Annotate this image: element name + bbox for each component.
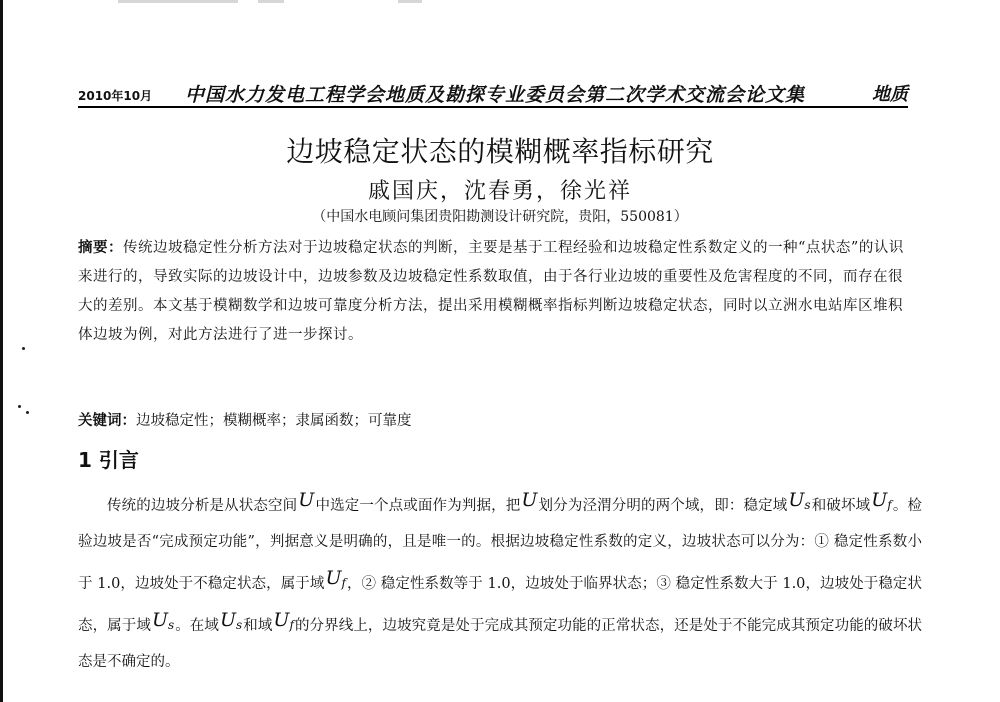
keywords-label: 关键词： [78, 413, 136, 429]
text-run: 和破坏域 [811, 498, 871, 514]
scan-speck [18, 405, 21, 408]
symbol-u: U [521, 489, 538, 511]
paper-affiliation: （中国水电顾问集团贵阳勘测设计研究院，贵阳，550081） [312, 209, 688, 225]
keywords [78, 410, 908, 432]
paragraph [78, 482, 922, 680]
text-run: 中选定一个点或面作为判据，把 [315, 498, 521, 514]
symbol-us: $U_s$ [788, 489, 811, 512]
scan-speck [22, 347, 25, 350]
text-run: 的分界线上，边坡究竟是处于完成其预定功能的正常状态，还是处于不能完成其预定功能的破坏状态是不确定的。 [78, 618, 923, 670]
symbol-us: $U_s$ [151, 609, 175, 632]
body-text [78, 482, 922, 680]
symbol-u: U [298, 489, 315, 511]
symbol-uf: $U_f$ [325, 567, 346, 590]
text-run: 传统的边坡分析是从状态空间 [107, 498, 298, 514]
header-section: 地质 [872, 84, 908, 105]
symbol-uf: $U_f$ [273, 609, 294, 632]
scan-top-marks [0, 0, 1000, 6]
header-date: 2010年10月 [78, 89, 153, 103]
abstract [78, 234, 908, 350]
section-heading: 1 引言 [78, 448, 139, 472]
header-journal-title: 中国水力发电工程学会地质及勘探专业委员会第二次学术交流会论文集 [185, 84, 806, 106]
text-run: 。在域 [175, 618, 219, 634]
symbol-uf: $U_f$ [871, 489, 892, 512]
paper-authors: 戚国庆，沈春勇，徐光祥 [367, 179, 632, 204]
text-run: ，② 稳定性系数等于 1.0，边坡处于临界状态；③ 稳定性系数大于 1.0，边坡处于稳定状态，属于域 [78, 576, 922, 634]
running-header [78, 78, 908, 108]
text-run: 和域 [243, 618, 273, 634]
scan-mark [258, 0, 284, 3]
paper-title: 边坡稳定状态的模糊概率指标研究 [286, 135, 714, 168]
keywords-text: 边坡稳定性；模糊概率；隶属函数；可靠度 [136, 413, 412, 429]
text-run: 。检验边坡是否“完成预定功能”，判据意义是明确的，且是唯一的。根据边坡稳定性系数的定义，边坡状态可以分为：① 稳定性系数小于 1.0，边坡处于不稳定状态，属于域 [78, 498, 923, 592]
scan-left-edge [0, 0, 3, 702]
symbol-us: $U_s$ [219, 609, 243, 632]
abstract-text: 传统边坡稳定性分析方法对于边坡稳定状态的判断，主要是基于工程经验和边坡稳定性系数定义的一种“点状态”的认识来进行的，导致实际的边坡设计中，边坡参数及边坡稳定性系数取值，由于各行业边坡的重要性及危害程度的不同，而存在很大的差别。本文基于模糊数学和边坡可靠度分析方法，提出采用模糊概率指标判断边坡稳定状态，同时以立洲水电站库区堆积体边坡为例，对此方法进行了进一步探讨。 [78, 240, 904, 343]
scan-mark [398, 0, 422, 3]
abstract-label: 摘要： [78, 240, 123, 256]
scan-mark [118, 0, 238, 3]
text-run: 划分为泾渭分明的两个域，即：稳定域 [538, 498, 788, 514]
scan-speck [26, 411, 29, 414]
